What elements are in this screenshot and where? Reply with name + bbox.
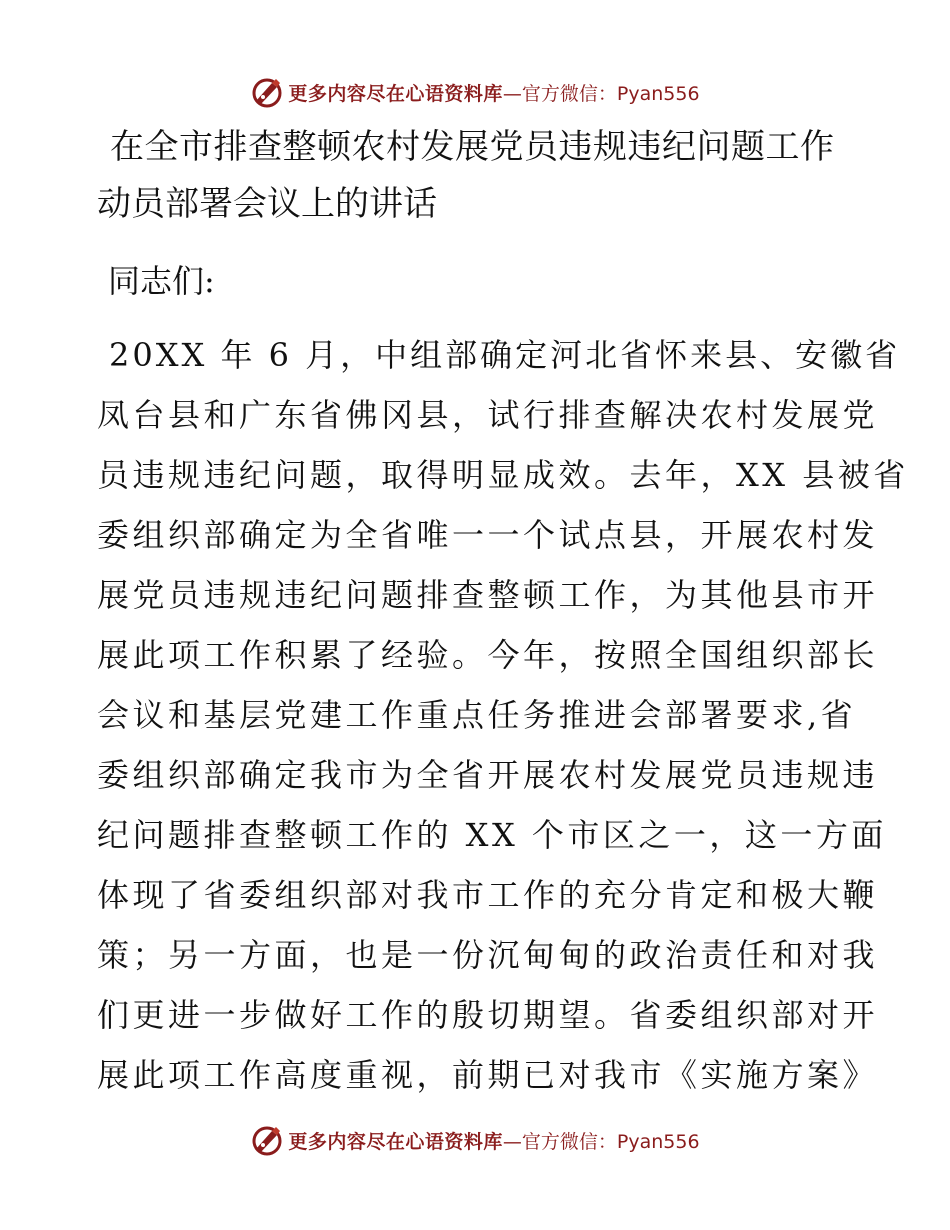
body-line: 纪问题排查整顿工作的 XX 个市区之一，这一方面	[97, 816, 887, 854]
body-line: 策；另一方面，也是一份沉甸甸的政治责任和对我	[97, 936, 879, 974]
watermark-main-text: 更多内容尽在心语资料库	[288, 1130, 503, 1153]
document-title-line-1: 在全市排查整顿农村发展党员违规违纪问题工作	[110, 127, 835, 167]
pen-nib-circle-icon	[250, 1123, 284, 1157]
body-line: 20XX 年 6 月，中组部确定河北省怀来县、安徽省	[109, 336, 901, 374]
body-line: 展此项工作高度重视，前期已对我市《实施方案》	[97, 1056, 879, 1094]
watermark-sub-text: —官方微信：Pyan556	[502, 82, 700, 105]
greeting: 同志们:	[108, 262, 215, 300]
body-line: 委组织部确定我市为全省开展农村发展党员违规违	[97, 756, 879, 794]
body-line: 展党员违规违纪问题排查整顿工作，为其他县市开	[97, 576, 879, 614]
watermark-main-text: 更多内容尽在心语资料库	[288, 82, 503, 105]
pen-nib-circle-icon	[250, 75, 284, 109]
body-line: 们更进一步做好工作的殷切期望。省委组织部对开	[97, 996, 879, 1034]
header-watermark	[0, 72, 950, 112]
body-line: 展此项工作积累了经验。今年，按照全国组织部长	[97, 636, 879, 674]
body-line: 体现了省委组织部对我市工作的充分肯定和极大鞭	[97, 876, 879, 914]
document-title-line-2: 动员部署会议上的讲话	[97, 184, 437, 224]
watermark-sub-text: —官方微信：Pyan556	[502, 1130, 700, 1153]
body-line: 委组织部确定为全省唯一一个试点县，开展农村发	[97, 516, 879, 554]
body-line: 员违规违纪问题，取得明显成效。去年，XX 县被省	[97, 456, 909, 494]
footer-watermark	[0, 1120, 950, 1160]
body-paragraph	[97, 335, 909, 1115]
body-line: 凤台县和广东省佛冈县，试行排查解决农村发展党	[97, 396, 879, 434]
body-line: 会议和基层党建工作重点任务推进会部署要求,省	[97, 696, 857, 734]
